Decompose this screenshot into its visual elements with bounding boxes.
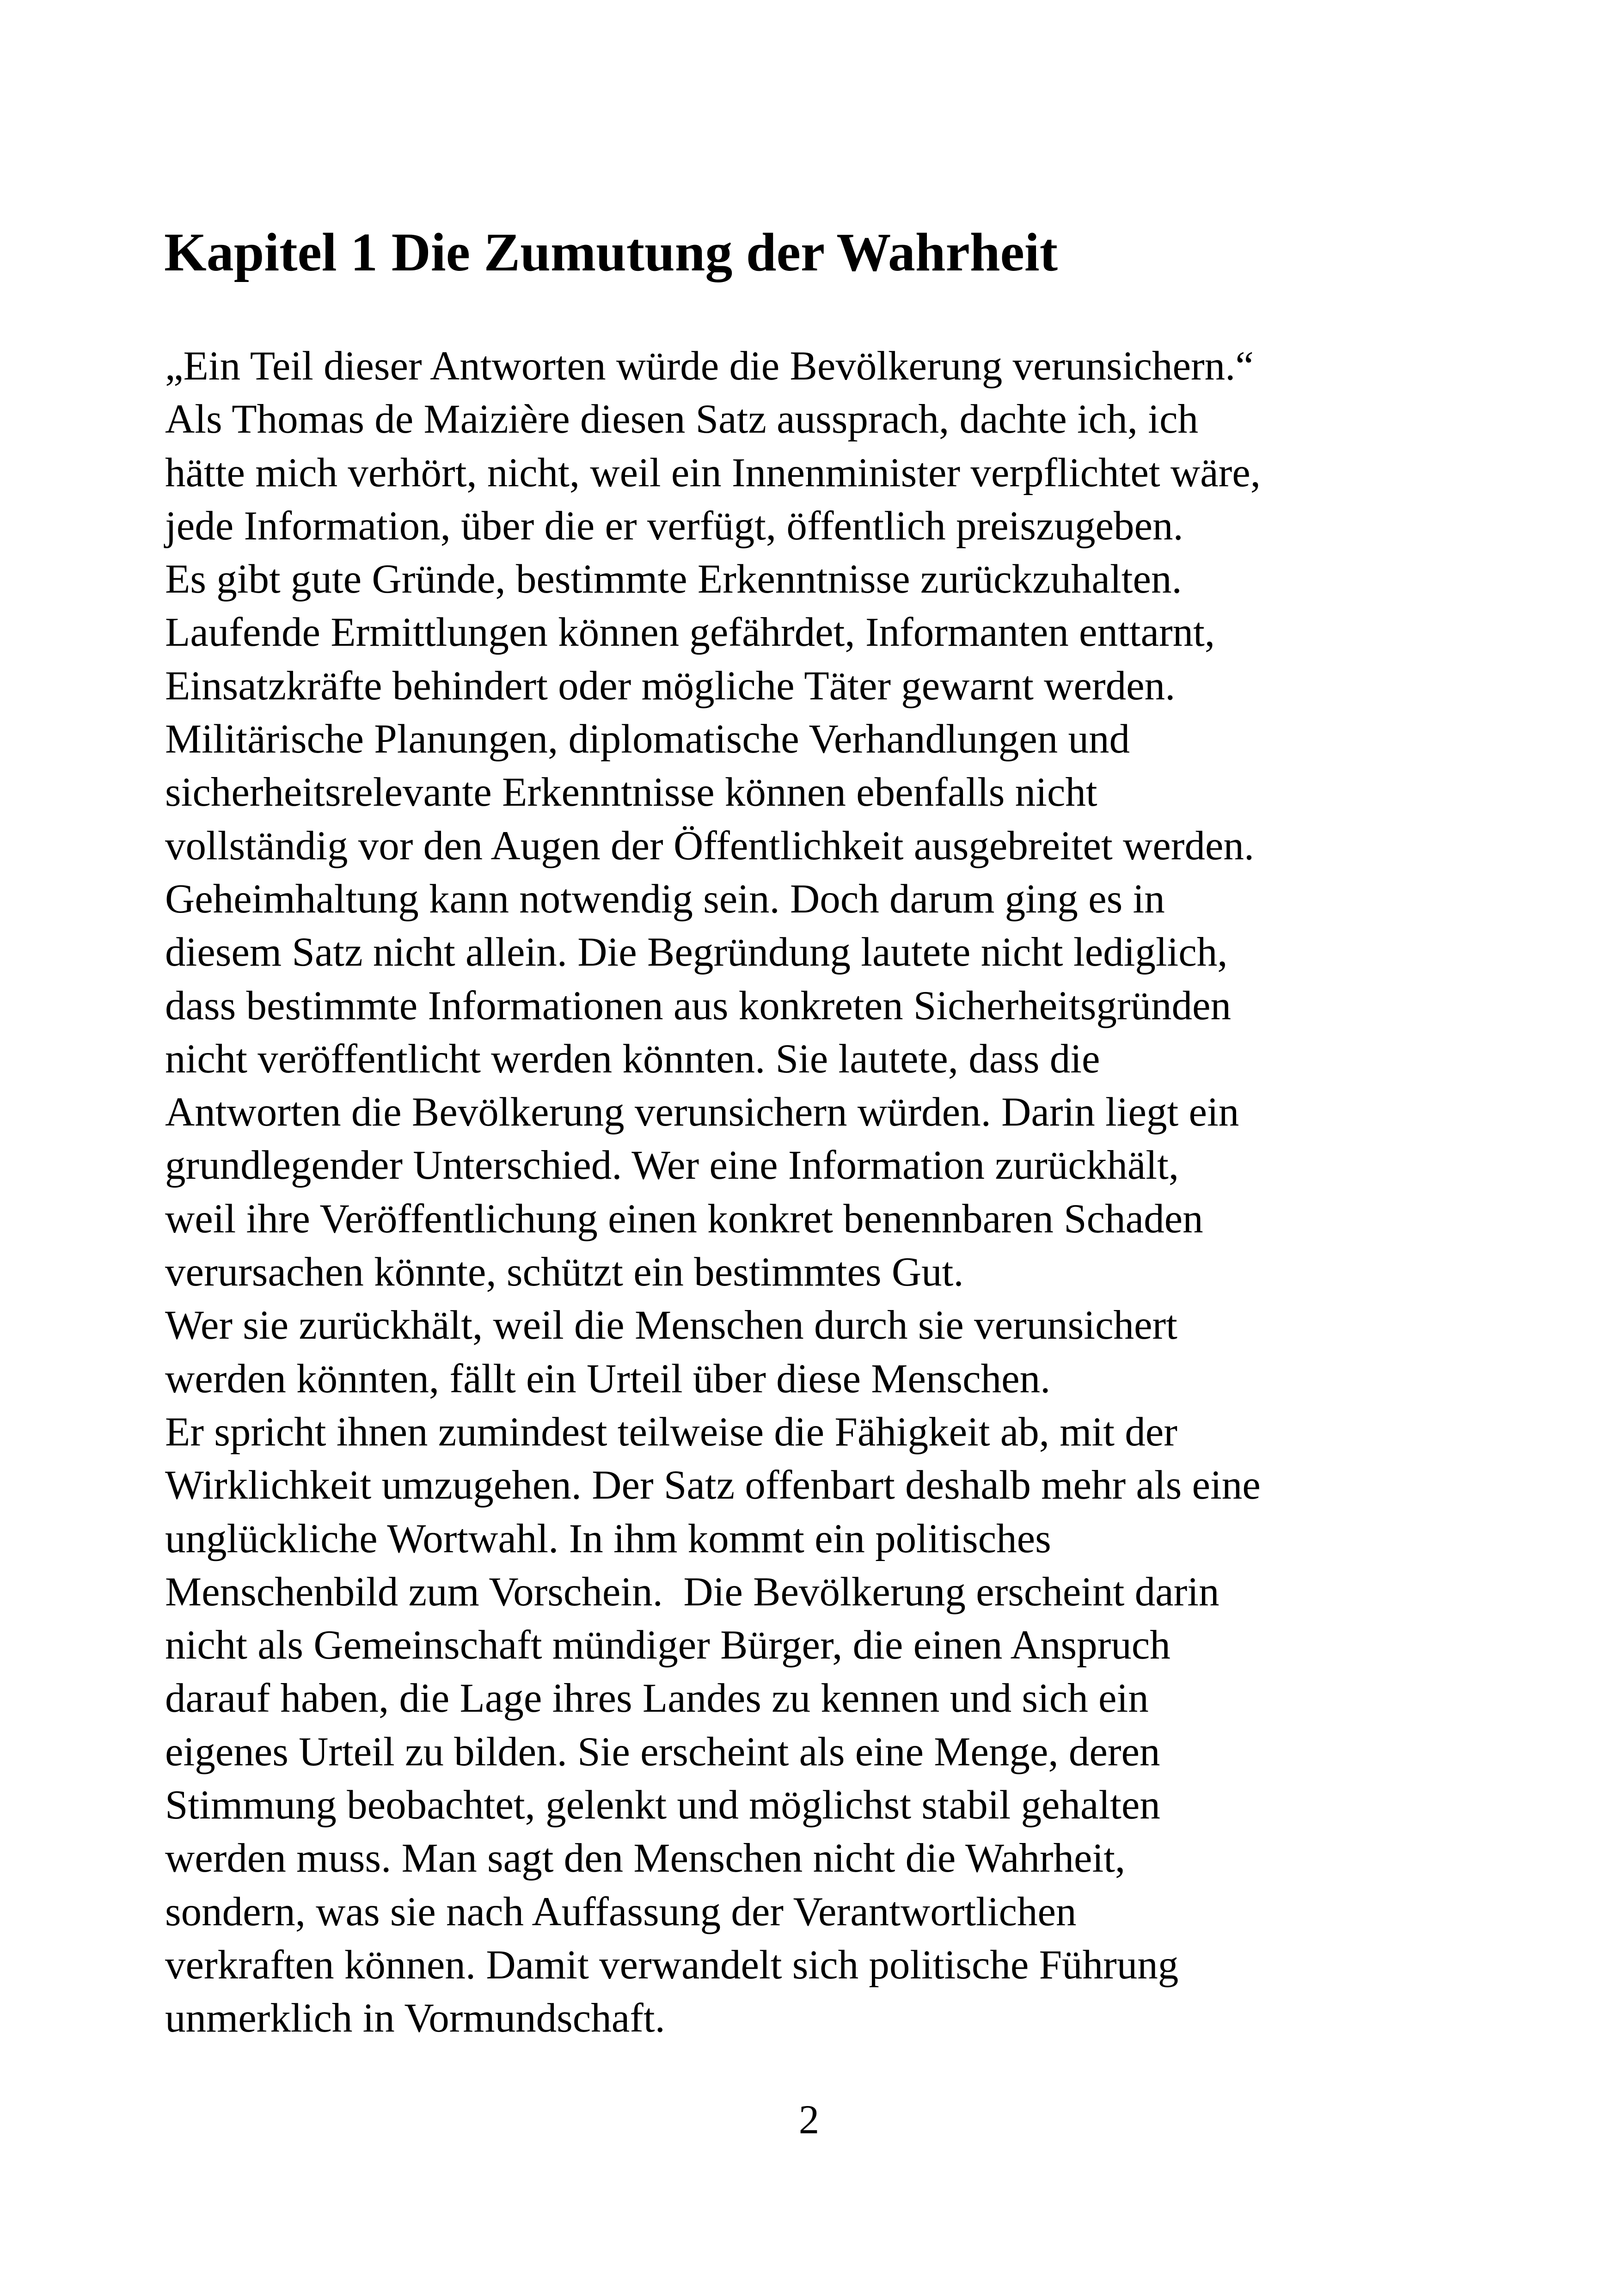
text-line: sondern, was sie nach Auffassung der Verantwortlichen bbox=[165, 1889, 1077, 1935]
text-line: Er spricht ihnen zumindest teilweise die Fähigkeit ab, mit der bbox=[165, 1409, 1177, 1455]
text-line: werden muss. Man sagt den Menschen nicht die Wahrheit, bbox=[165, 1836, 1126, 1881]
page-number: 2 bbox=[798, 2097, 820, 2143]
text-line: jede Information, über die er verfügt, öffentlich preiszugeben. bbox=[165, 503, 1183, 549]
text-line: nicht veröffentlicht werden könnten. Sie lautete, dass die bbox=[165, 1036, 1100, 1082]
body-text bbox=[165, 340, 1459, 2045]
text-line: Wer sie zurückhält, weil die Menschen durch sie verunsichert bbox=[165, 1303, 1177, 1348]
text-line: sicherheitsrelevante Erkenntnisse können ebenfalls nicht bbox=[165, 770, 1097, 815]
text-line: Als Thomas de Maizière diesen Satz aussprach, dachte ich, ich bbox=[165, 397, 1198, 442]
text-line: nicht als Gemeinschaft mündiger Bürger, die einen Anspruch bbox=[165, 1623, 1171, 1668]
text-line: grundlegender Unterschied. Wer eine Information zurückhält, bbox=[165, 1143, 1179, 1188]
text-line: Geheimhaltung kann notwendig sein. Doch darum ging es in bbox=[165, 876, 1165, 922]
text-line: verkraften können. Damit verwandelt sich politische Führung bbox=[165, 1942, 1179, 1988]
text-line: diesem Satz nicht allein. Die Begründung lautete nicht lediglich, bbox=[165, 930, 1228, 975]
text-line: „Ein Teil dieser Antworten würde die Bevölkerung verunsichern.“ bbox=[165, 343, 1254, 389]
text-line: Antworten die Bevölkerung verunsichern würden. Darin liegt ein bbox=[165, 1090, 1239, 1135]
text-line: Menschenbild zum Vorschein. Die Bevölkerung erscheint darin bbox=[165, 1569, 1220, 1615]
text-line: weil ihre Veröffentlichung einen konkret benennbaren Schaden bbox=[165, 1196, 1203, 1242]
text-line: dass bestimmte Informationen aus konkreten Sicherheitsgründen bbox=[165, 983, 1232, 1029]
text-line: Es gibt gute Gründe, bestimmte Erkenntnisse zurückzuhalten. bbox=[165, 557, 1182, 602]
text-line: verursachen könnte, schützt ein bestimmtes Gut. bbox=[165, 1249, 964, 1295]
text-line: Laufende Ermittlungen können gefährdet, Informanten enttarnt, bbox=[165, 610, 1215, 655]
text-line: Stimmung beobachtet, gelenkt und möglichst stabil gehalten bbox=[165, 1782, 1160, 1828]
text-line: hätte mich verhört, nicht, weil ein Innenminister verpflichtet wäre, bbox=[165, 450, 1261, 496]
text-line: unglückliche Wortwahl. In ihm kommt ein politisches bbox=[165, 1516, 1051, 1561]
text-line: werden könnten, fällt ein Urteil über diese Menschen. bbox=[165, 1356, 1051, 1402]
text-line: unmerklich in Vormundschaft. bbox=[165, 1996, 665, 2041]
text-line: Wirklichkeit umzugehen. Der Satz offenbart deshalb mehr als eine bbox=[165, 1463, 1261, 1508]
text-line: Einsatzkräfte behindert oder mögliche Täter gewarnt werden. bbox=[165, 663, 1176, 709]
chapter-title: Kapitel 1 Die Zumutung der Wahrheit bbox=[164, 222, 1058, 282]
text-line: Militärische Planungen, diplomatische Verhandlungen und bbox=[165, 716, 1130, 762]
text-line: vollständig vor den Augen der Öffentlichkeit ausgebreitet werden. bbox=[165, 823, 1255, 869]
text-line: darauf haben, die Lage ihres Landes zu kennen und sich ein bbox=[165, 1676, 1149, 1721]
text-line: eigenes Urteil zu bilden. Sie erscheint als eine Menge, deren bbox=[165, 1729, 1160, 1775]
